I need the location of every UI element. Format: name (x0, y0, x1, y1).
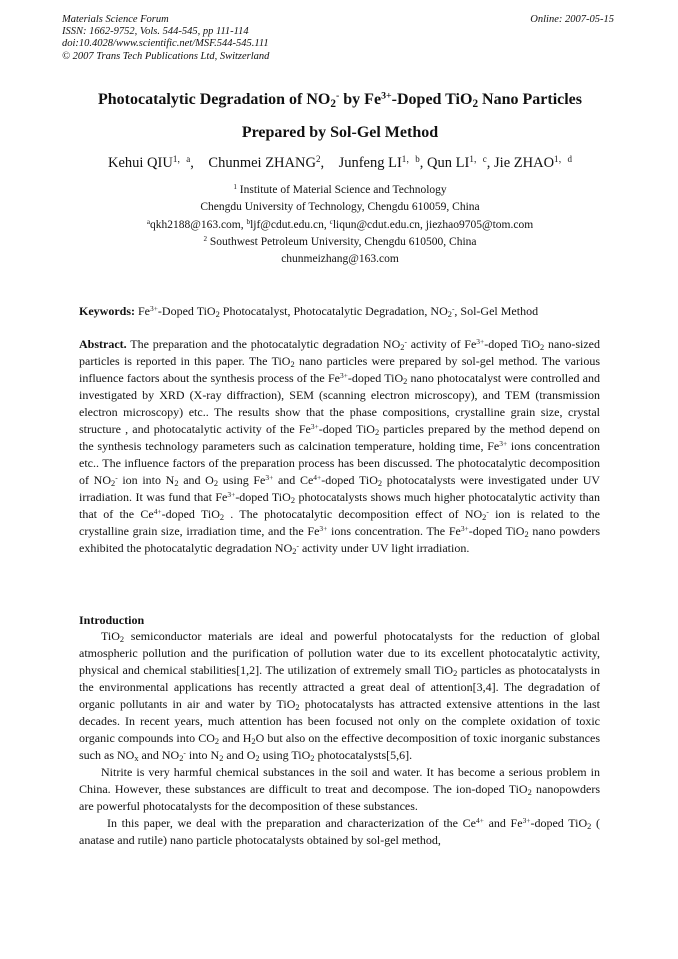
keywords: Keywords: $Fe^{3+}$-Doped TiO$_2$ Photocatalyst, Photocatalytic Degradation, $NO_2^-$, Sol-Gel Method (79, 303, 539, 320)
abstract: Abstract. The preparation and the photocatalytic degradation $NO_2^-$ activity of $Fe^{3+}$-doped TiO$_2$ nano-sized particles is reported in this paper. The TiO$_2$ nano particles were prepared by sol-gel method. The various influence factors about the synthesis process of the $Fe^{3+}$-doped TiO$_2$ nano photocatalyst were controlled and investigated by XRD (X-ray diffraction), SEM (scanning electron microscopy), and TEM (transmission electron microscopy) etc.. The results show that the phase compositions, crystalline grain size, crystal structure , and photocatalytic activity of the $Fe^{3+}$-doped TiO$_2$ particles prepared by the method depend on the synthesis technology parameters such as calcination temperature, holding time, $Fe^{3+}$ ions concentration etc.. The influence factors of the preparation process has been discussed. The photocatalytic decomposition of $NO_2^-$ ion into $N_2$ and $O_2$ using $Fe^{3+}$ and $Ce^{4+}$-doped TiO$_2$ photocatalysts were investigated under UV irradiation. It was fund that $Fe^{3+}$-doped TiO$_2$ photocatalysts shows much higher photocatalytic activity than that of the $Ce^{4+}$-doped TiO$_2$ . The photocatalytic decomposition effect of $NO_2^-$ ion is related to the crystalline grain size, irradiation time, and the $Fe^{3+}$ ions concentration. The $Fe^{3+}$-doped TiO$_2$ nano powders exhibited the photocatalytic degradation $NO_2^-$ activity under UV light irradiation. (79, 336, 601, 557)
intro-paragraph-3: In this paper, we deal with the preparation and characterization of the $Ce^{4+}$ and $Fe^{3+}$-doped TiO$_2$ ( anatase and rutile) nano particle photocatalysts obtained by sol-gel method, (79, 815, 601, 847)
affiliation-1: $^1$ Institute of Material Science and Technology (233, 183, 447, 196)
issn-line: ISSN: 1662-9752, Vols. 544-545, pp 111-114 (62, 26, 249, 38)
affiliations (40, 182, 640, 268)
intro-paragraph-2: Nitrite is very harmful chemical substances in the soil and water. It has become a serious problem in China. However, these substances are difficult to treat and decompose. The ion-doped TiO$_2$ nanopowders are powerful photocatalysts for the decomposition of these substances. (79, 765, 600, 813)
journal-header (62, 14, 269, 63)
journal-name: Materials Science Forum (62, 14, 169, 25)
author-name: Jie ZHAO (494, 155, 555, 171)
paper-title-line1: Photocatalytic Degradation of $NO_2^-$ by $Fe^{3+}$-Doped TiO$_2$ Nano Particles (97, 90, 583, 110)
introduction-heading: Introduction (79, 613, 145, 627)
author-list: Kehui $QIU^{1,a}$, Chunmei ZHANG$^2$, Junfeng $LI^{1,b}$, Qun $LI^{1,c}$, Jie $ZHAO^{1,d}$ (107, 154, 573, 171)
introduction-body (79, 628, 600, 849)
author-name: Junfeng LI (338, 155, 402, 171)
affiliation-1-address: Chengdu University of Technology, Chengdu 610059, China (200, 201, 480, 214)
corresponding-email: chunmeizhang@163.com (281, 253, 399, 266)
abstract-label: Abstract. (79, 337, 127, 351)
author-name: Chunmei ZHANG (208, 155, 316, 171)
author-name: Kehui QIU (107, 155, 173, 171)
doi-line: doi:10.4028/www.scientific.net/MSF.544-545.111 (62, 38, 269, 50)
online-date: Online: 2007-05-15 (530, 14, 614, 25)
copyright-line: © 2007 Trans Tech Publications Ltd, Switzerland (62, 50, 270, 62)
author-emails: $^a$qkh2188@163.com, $^b$ljf@cdut.edu.cn, $^c$liqun@cdut.edu.cn, jiezhao9705@tom.com (146, 217, 534, 231)
paper-title-line2: Prepared by Sol-Gel Method (241, 124, 439, 141)
author-name: Qun LI (427, 155, 470, 171)
intro-paragraph-1: TiO$_2$ semiconductor materials are ideal and powerful photocatalysts for the reduction of global atmospheric pollution and the purification of pollution water due to its excellent photocatalytic activity, physical and chemical stabilities[1,2]. The utilization of extremely small TiO$_2$ particles as photocatalysts in the environmental applications has recently attracted a great deal of attention[3,4]. The degradation of organic pollutants in air and water by TiO$_2$ photocatalysts has attracted extensive attentions in the last decades. In recent years, much attention has been focused not only on the complete oxidation of toxic organic compounds into $CO_2$ and $H_2O$ but also on the effective decomposition of toxic inorganic substances such as $NO_x$ and $NO_2^-$ into $N_2$ and $O_2$ using TiO$_2$ photocatalysts[5,6]. (79, 629, 601, 764)
keywords-label: Keywords: (79, 304, 135, 318)
affiliation-2: $^2$ Southwest Petroleum University, Chengdu 610500, China (203, 234, 477, 248)
